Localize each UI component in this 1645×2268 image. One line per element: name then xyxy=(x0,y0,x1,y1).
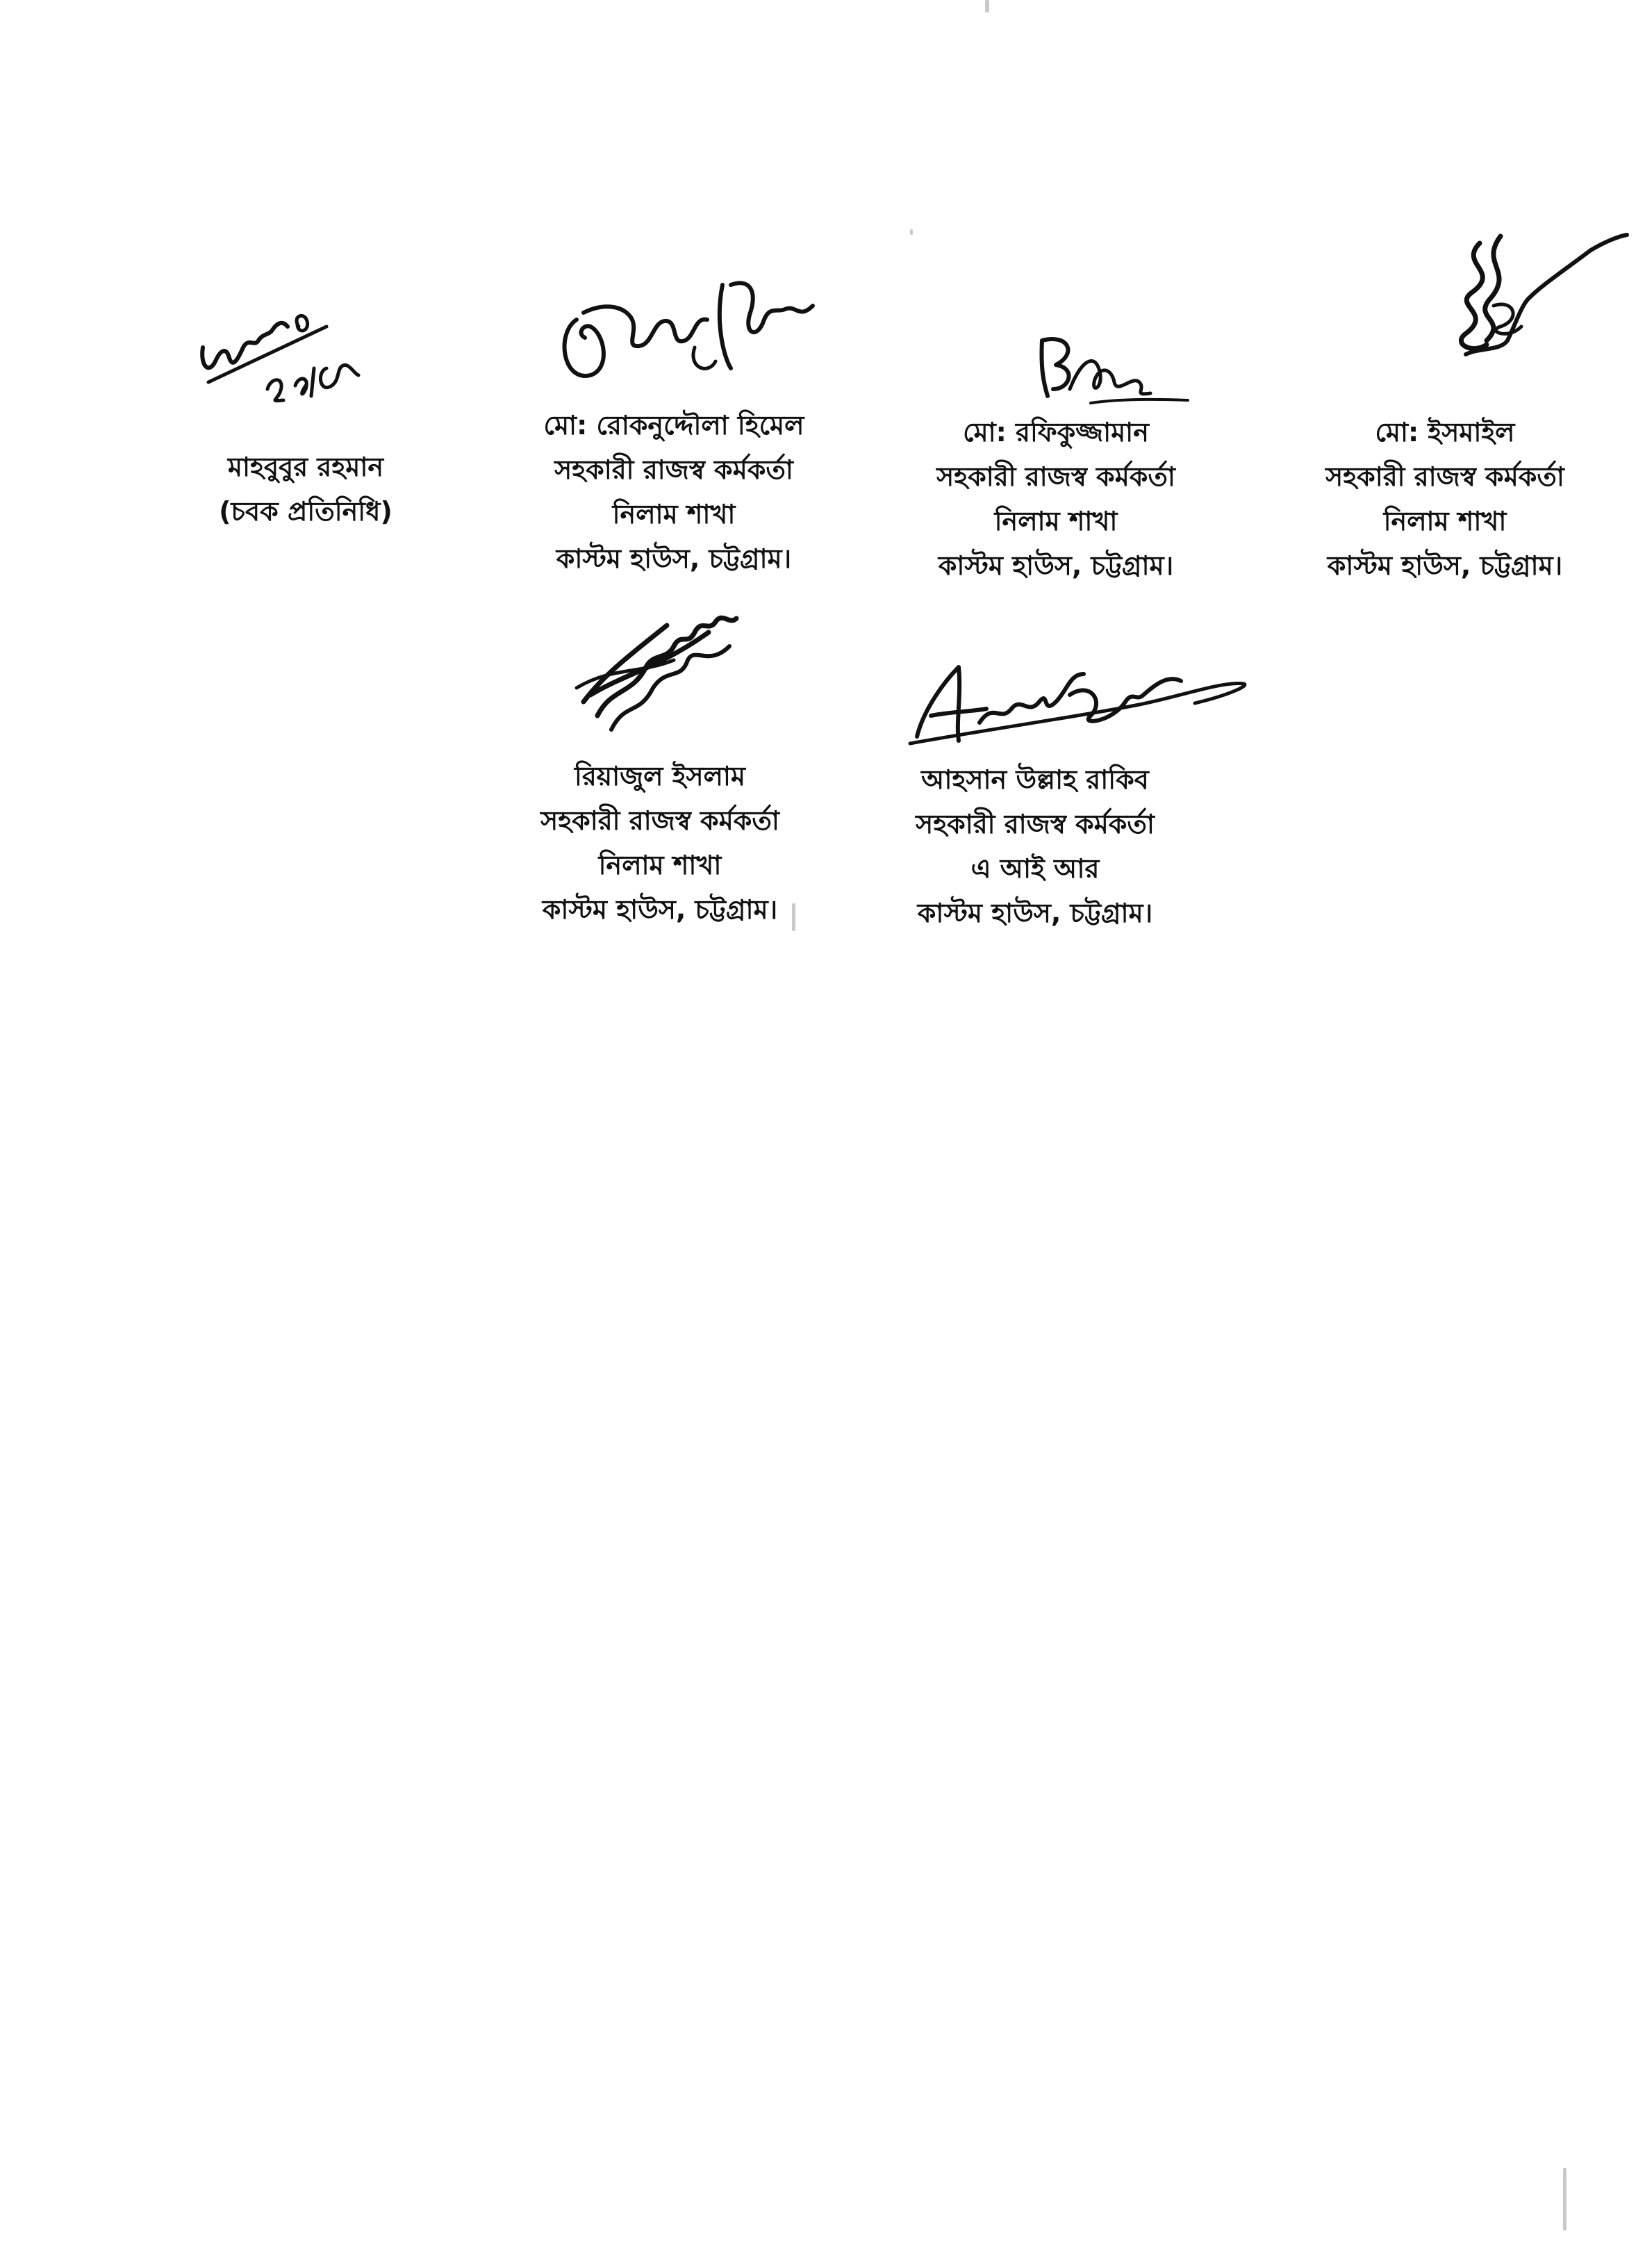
signatory-designation: সহকারী রাজস্ব কর্মকর্তা xyxy=(554,454,793,485)
signatory-office: কাস্টম হাউস, চট্টগ্রাম। xyxy=(938,550,1174,581)
signatory-name: রিয়াজুল ইসলাম xyxy=(574,761,746,791)
signatory-office: কাস্টম হাউস, চট্টগ্রাম। xyxy=(917,898,1153,928)
signatory-office: কাস্টম হাউস, চট্টগ্রাম। xyxy=(542,894,778,925)
scan-speck xyxy=(910,229,913,235)
signatory-section: নিলাম শাখা xyxy=(612,499,736,529)
signatory-block-1 xyxy=(174,445,438,534)
signatory-section: নিলাম শাখা xyxy=(994,506,1118,536)
signatory-designation: সহকারী রাজস্ব কর্মকর্তা xyxy=(936,461,1175,492)
signature-rokonuddoula xyxy=(549,264,827,396)
scan-speck xyxy=(985,0,989,13)
signatory-name: আহসান উল্লাহ রাকিব xyxy=(921,764,1149,795)
signature-ahsan xyxy=(903,653,1250,750)
signature-rafiquzzaman xyxy=(1028,327,1195,410)
signature-riazul xyxy=(570,605,750,743)
signatory-name: মাহবুবুর রহমান xyxy=(227,452,384,482)
signatory-office: কাস্টম হাউস, চট্টগ্রাম। xyxy=(556,543,792,574)
signatory-designation: সহকারী রাজস্ব কর্মকর্তা xyxy=(1325,461,1564,492)
signatory-block-6 xyxy=(861,757,1209,935)
signatory-block-3 xyxy=(882,410,1230,588)
signatory-office: কাস্টম হাউস, চট্টগ্রাম। xyxy=(1327,550,1563,581)
signatory-role: (চবক প্রতিনিধি) xyxy=(219,496,392,527)
signature-ismail xyxy=(1424,222,1632,361)
signatory-block-5 xyxy=(486,754,834,932)
signatory-section: নিলাম শাখা xyxy=(598,850,722,880)
signatory-block-2 xyxy=(500,403,848,581)
signatory-block-4 xyxy=(1271,410,1619,588)
scan-speck xyxy=(1563,2168,1567,2230)
signatory-name: মো: ইসমাইল xyxy=(1375,417,1515,447)
scan-speck xyxy=(792,903,795,931)
signatory-name: মো: রোকনুদ্দৌলা হিমেল xyxy=(543,410,804,441)
signatory-designation: সহকারী রাজস্ব কর্মকর্তা xyxy=(916,809,1155,839)
signatory-section: এ আই আর xyxy=(970,853,1100,884)
signature-mahbubur xyxy=(195,299,375,417)
signatory-designation: সহকারী রাজস্ব কর্মকর্তা xyxy=(540,805,779,836)
signatory-name: মো: রফিকুজ্জামান xyxy=(963,417,1149,447)
signatory-section: নিলাম শাখা xyxy=(1383,506,1507,536)
